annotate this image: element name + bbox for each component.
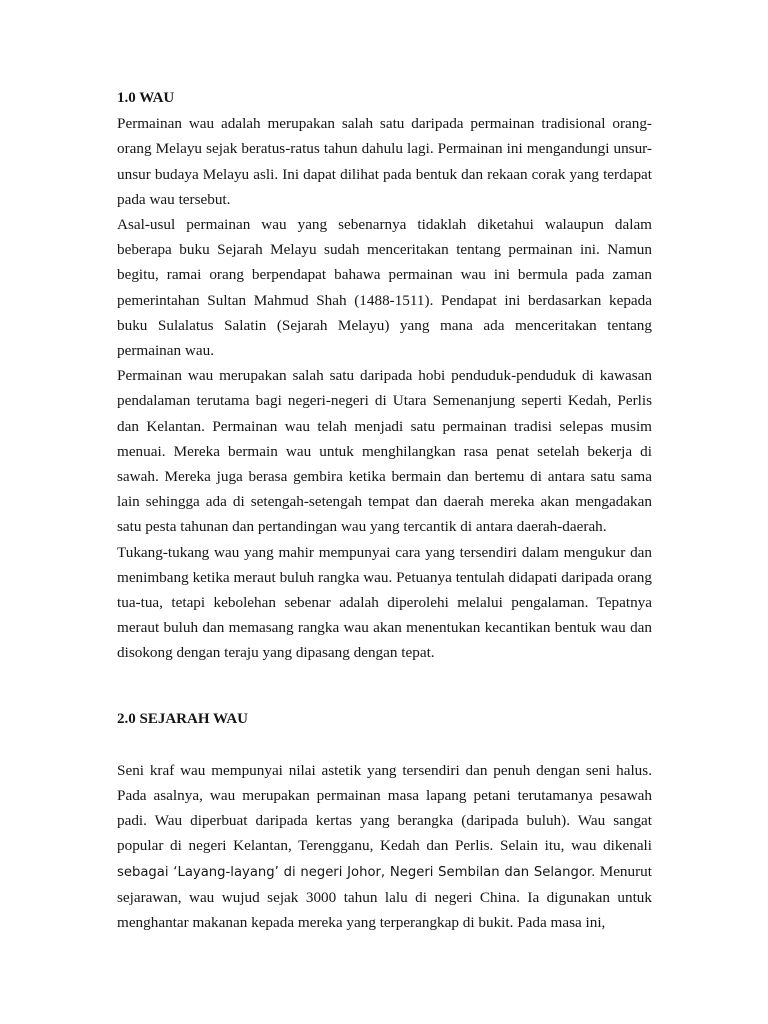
section-heading-wau: 1.0 WAU (117, 90, 175, 106)
paragraph-hobby: Permainan wau merupakan salah satu daripada hobi penduduk-penduduk di kawasan pendalaman terutama bagi negeri-negeri di Utara Semenanjung seperti Kedah, Perlis dan Kelantan. Permainan wau telah menjadi satu permainan tradisi selepas musim menuai. Mereka bermain wau untuk menghilangkan rasa penat setelah bekerja di sawah. Mereka juga berasa gembira ketika bermain dan bertemu di antara satu sama lain sehingga ada di setengah-setengah tempat dan daerah mereka akan mengadakan satu pesta tahunan dan pertandingan wau yang tercantik di antara daerah-daerah. (117, 367, 652, 536)
paragraph-intro: Permainan wau adalah merupakan salah satu daripada permainan tradisional orang-orang Melayu sejak beratus-ratus tahun dahulu lagi. Permainan ini mengandungi unsur-unsur budaya Melayu asli. Ini dapat dilihat pada bentuk dan rekaan corak yang terdapat pada wau tersebut. (117, 115, 652, 208)
section-heading-sejarah-wau: 2.0 SEJARAH WAU (117, 710, 248, 727)
paragraph-history-part1: Seni kraf wau mempunyai nilai astetik yang tersendiri dan penuh dengan seni halus. Pada asalnya, wau merupakan permainan masa lapang petani terutamanya pesawah padi. Wau diperbuat daripada kertas yang berangka (daripada buluh). Wau sangat popular di negeri Kelantan, Terengganu, Kedah dan Perlis. Selain itu, wau dikenali (117, 761, 652, 855)
paragraph-history-part2: Menurut sejarawan, wau wujud sejak 3000 tahun lalu di negeri China. Ia digunakan untuk menghantar makanan kepada mereka yang terperangkap di bukit. Pada masa ini, (117, 862, 652, 932)
paragraph-origin: Asal-usul permainan wau yang sebenarnya tidaklah diketahui walaupun dalam beberapa buku Sejarah Melayu sudah menceritakan tentang permainan ini. Namun begitu, ramai orang berpendapat bahawa permainan wau ini bermula pada zaman pemerintahan Sultan Mahmud Shah (1488-1511). Pendapat ini berdasarkan kepada buku Sulalatus Salatin (Sejarah Melayu) yang mana ada menceritakan tentang permainan wau. (117, 216, 652, 360)
paragraph-history (117, 758, 652, 935)
paragraph-craftsmen: Tukang-tukang wau yang mahir mempunyai cara yang tersendiri dalam mengukur dan menimbang ketika meraut buluh rangka wau. Petuanya tentulah didapati daripada orang tua-tua, tetapi kebolehan sebenar adalah diperolehi melalui pengalaman. Tepatnya meraut buluh dan memasang rangka wau akan menentukan kecantikan bentuk wau dan disokong dengan teraju yang dipasang dengan tepat. (117, 543, 652, 662)
heading-spacer (117, 732, 652, 758)
paragraph-history-sans-text: sebagai ‘Layang-layang’ di negeri Johor, Negeri Sembilan dan Selangor. (117, 864, 596, 880)
section-spacer (117, 666, 652, 707)
